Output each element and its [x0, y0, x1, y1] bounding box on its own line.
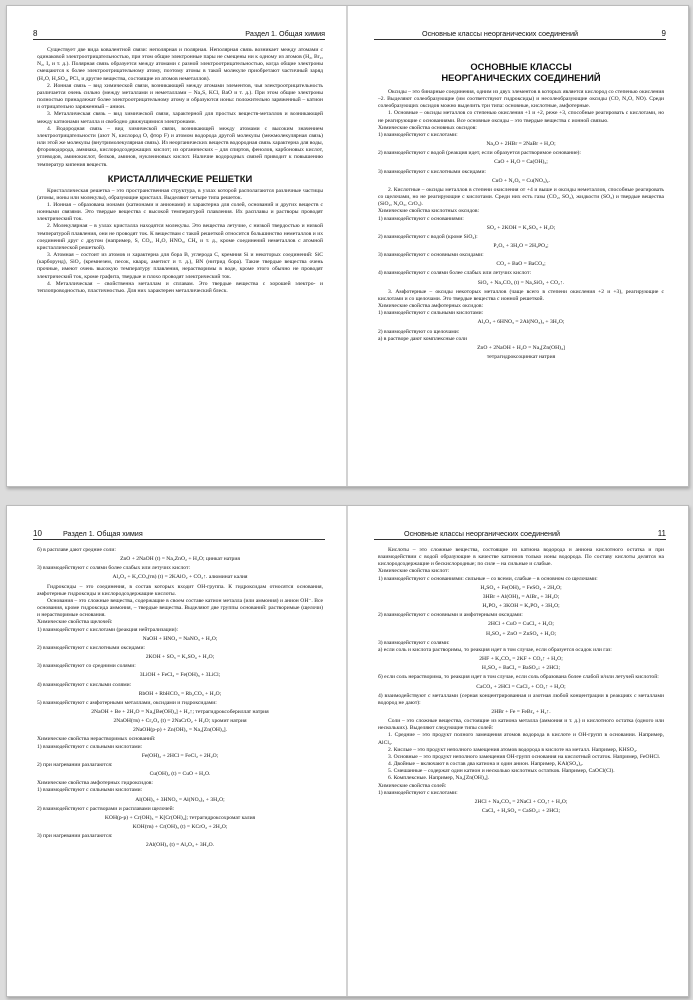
- section-heading: КРИСТАЛЛИЧЕСКИЕ РЕШЕТКИ: [107, 172, 253, 184]
- formula-line: 3LiOH + FeCl₃ = Fe(OH)₃ + 3LiCl;: [139, 672, 221, 679]
- text-line: б) если соль нерастворима, то реакция идет в том случае, если соль образована более слабой и/или летучей кислотой:: [378, 674, 659, 681]
- page-body: [378, 547, 664, 817]
- text-line: 3) взаимодействуют с основными оксидами:: [378, 252, 484, 259]
- text-line: 3) при нагревании разлагаются:: [37, 833, 113, 840]
- formula-line: H₂SO₄ + BaCl₂ = BaSO₄↓ + 2HCl;: [481, 665, 561, 672]
- text-line: Соли – это сложные вещества, состоящие из катиона металла (аммония и т. д.) и кислотного остатка (одного или нескольких). Выделяют следующие типы солей:: [378, 718, 664, 732]
- chapter-heading: [378, 61, 664, 83]
- page-8: [7, 6, 347, 486]
- formula-line: CaCl₂ + H₂SO₄ = CaSO₄↓ + 2HCl;: [481, 808, 561, 814]
- text-line: 2) взаимодействуют с водой (кроме SiO₂):: [378, 233, 478, 240]
- paragraph: 2. Ионная связь – вид химической связи, возникающей между атомами элементов, чья электроотрицательность различается очень сильно (между металлами и неметаллами – Na₂S, KCl, BaO и т. д.). При этом общие электроны полностью принадлежат более электроотрицательному атому и образуются ионы: положительно заряженный – катион и отрицательно заряженный – анион.: [37, 82, 323, 111]
- paragraph: 3. Атомная – состоит из атомов и характерна для бора B, углерода C, кремния Si и некоторых соединений: SiC (карборунд), SiO₂ (кремнезем, песок, кварц, аметист и т. д.), BN (нитрид бора). Такие твердые вещества очень прочные, имеют очень высокую температуру плавления, нерастворимы в воде, кроме этого обычно не проводят электрический ток, кроме графита, твердые и плохо проводят электрический ток.: [37, 252, 323, 280]
- formula-line: 2NaOH(тв) + Cr₂O₃ (t) = 2NaCrO₂ + H₂O; хромит натрия: [113, 718, 247, 725]
- paragraph: 4. Водородная связь – вид химической связи, возникающей между атомами с высоким значением электроотрицательности (азот N, кислород O, фтор F) и атомом водорода другой молекулы (межмолекулярная связь) или этой же молекулы (внутримолекулярная связь). Из неорганических веществ водородная связь характерна для воды, фтороводорода, аммиака, кислородсодержащих кислот; из органических – для спиртов, фенолов, карбоновых кислот, углеводов, аминокислот, белков, аминов, нуклеиновых кислот. Наличие водородных связей приводит к повышению температур кипения веществ.: [37, 125, 323, 168]
- text-line: 2) взаимодействуют с растворами и расплавами щелочей:: [37, 805, 175, 812]
- page-header: [33, 28, 325, 40]
- page-9: [348, 6, 688, 486]
- formula-line: 2Al(OH)₃ (t) = Al₂O₃ + 3H₂O.: [145, 842, 215, 849]
- formula-line: 2HCl + Na₂CO₃ = 2NaCl + CO₂↑ + H₂O;: [474, 798, 568, 805]
- formula-line: CaCO₃ + 2HCl = CaCl₂ + CO₂↑ + H₂O;: [476, 683, 566, 690]
- formula-line: H₃PO₄ + 3KOH = K₃PO₄ + 3H₂O;: [482, 603, 560, 610]
- formula-line: Na₂O + 2HBr = 2NaBr + H₂O;: [486, 141, 556, 148]
- formula-line: Cu(OH)₂ (t) = CuO + H₂O.: [149, 771, 211, 778]
- page-header: [374, 528, 666, 540]
- formula-line: SiO₂ + Na₂CO₃ (t) = Na₂SiO₃ + CO₂↑.: [477, 279, 565, 286]
- page-number: 11: [657, 529, 666, 538]
- bottom-spread: [6, 505, 689, 997]
- formula-line: Al(OH)₃ + 3HNO₃ = Al(NO₃)₃ + 3H₂O;: [135, 796, 225, 803]
- text-line: 2. Кислые – это продукт неполного замещения атомов водорода в кислоте на металл. Например, KHSO₄.: [388, 746, 638, 753]
- text-line: Химические свойства основных оксидов:: [378, 124, 477, 131]
- text-line: 1) взаимодействуют с сильными кислотами:: [37, 787, 143, 794]
- text-line: 1. Средние – это продукт полного замещения атомов водорода в кислоте и OH-групп в основании. Например, AlCl₃.: [378, 732, 664, 746]
- paragraph: 2. Молекулярная – в узлах кристалла находятся молекулы. Это вещества летучие, с низкой твердостью и низкой температурой плавления, они не проводят ток. К веществам с такой решеткой относится большинство неметаллов и их соединений друг с другом (например, S, CO₂, H₂O, HNO₃, CH₄ и т. д., кроме соединений неметаллов с атомной кристаллической решеткой).: [37, 223, 323, 251]
- running-header: Раздел 1. Общая химия: [63, 529, 143, 538]
- running-header: Основные классы неорганических соединений: [404, 529, 561, 538]
- formula-line: ZnO + 2NaOH (t) = Na₂ZnO₂ + H₂O; цинкат натрия: [120, 556, 240, 563]
- text-line: 4) взаимодействуют с солями более слабых или летучих кислот:: [378, 270, 531, 277]
- text-line: 1) взаимодействуют с основаниями: сильные – со всеми, слабые – в основном со щелочами:: [378, 575, 598, 582]
- formula-line: Al₂O₃ + K₂CO₃(тв) (t) = 2KAlO₂ + CO₂↑. алюминат калия: [112, 574, 248, 581]
- formula-line: 2KOH + SO₃ = K₂SO₄ + H₂O;: [145, 654, 215, 661]
- running-header: Основные классы неорганических соединений: [422, 29, 579, 38]
- text-line: б) в расплаве дают средние соли:: [37, 547, 116, 553]
- formula-line: 2NaOH + Be + 2H₂O = Na₂[Be(OH)₄] + H₂↑; тетрагидроксобериллат натрия: [91, 708, 269, 715]
- text-line: 3) взаимодействуют с кислотными оксидами:: [378, 168, 486, 175]
- formula-line: P₂O₅ + 3H₂O = 2H₃PO₄;: [493, 242, 549, 249]
- paragraph: 1. Ионная – образована ионами (катионами и анионами) и характерна для солей, оснований и других веществ с ионными связями. Это твердые вещества с высокой температурой плавления. Их расплавы и растворы проводят электрический ток.: [37, 201, 323, 223]
- formula-line: KOH(тв) + Cr(OH)₃ (t) = KCrO₂ + 2H₂O;: [132, 824, 228, 830]
- text-line: Химические свойства кислот:: [378, 568, 450, 575]
- text-line: Гидроксиды – это соединения, в состав которых входит OH-группа. К гидроксидам относятся основания, амфотерные гидроксиды и кислородсодержащие кислоты.: [37, 583, 323, 597]
- text-line: 1) взаимодействуют с основаниями:: [378, 215, 464, 222]
- formula-line: ZnO + 2NaOH + H₂O = Na₂[Zn(OH)₄]: [477, 344, 565, 351]
- text-line: Химические свойства амфотерных гидроксидов:: [37, 780, 153, 787]
- formula-line: H₂SO₄ + Fe(OH)₂ = FeSO₄ + 2H₂O;: [480, 584, 562, 591]
- text-line: 3. Основные – это продукт неполного замещения OH-групп основания на кислотный остаток. Например, FeOHCl.: [388, 753, 661, 760]
- formula-line: CuO + N₂O₅ = Cu(NO₃)₂.: [491, 177, 551, 184]
- chapter-heading-line2: НЕОРГАНИЧЕСКИХ СОЕДИНЕНИЙ: [441, 72, 601, 83]
- text-line: 4) взаимодействуют с кислыми солями:: [37, 681, 132, 688]
- text-line: Химические свойства нерастворимых оснований:: [37, 736, 156, 743]
- text-line: 1) взаимодействуют с сильными кислотами:: [378, 310, 484, 317]
- formula-line: CaO + H₂O = Ca(OH)₂;: [494, 159, 548, 166]
- text-line: 2) взаимодействуют с основными и амфотерными оксидами:: [378, 612, 523, 619]
- formula-line: Fe(OH)₂ + 2HCl = FeCl₂ + 2H₂O;: [141, 752, 219, 759]
- page-header: [33, 528, 325, 540]
- page-body: [378, 47, 664, 363]
- paragraph: 3. Металлическая связь – вид химической связи, характерной для простых веществ-металлов и возникающей между катионами металла и свободно движущимися электронами.: [37, 111, 323, 125]
- text-line: 1) взаимодействуют с сильными кислотами:: [37, 743, 143, 750]
- text-line: 3) взаимодействуют с солями:: [378, 639, 450, 646]
- text-line: Кислоты – это сложные вещества, состоящие из катиона водорода и аниона кислотного остатка и при взаимодействии с водой образующие в качестве катионов только ионы водорода. По составу кислоты делятся на кислородсодержащие и бескислородные; по силе – на сильные и слабые.: [378, 547, 664, 568]
- formula-line: 2NaOH(р-р) + Zn(OH)₂ = Na₂[Zn(OH)₄].: [132, 727, 228, 734]
- text-line: 1) взаимодействуют с кислотами:: [378, 131, 458, 138]
- paragraph: Существует две вида ковалентной связи: неполярная и полярная. Неполярная связь возникает между атомами с одинаковой электроотрицательностью, при этом общие электронные пары не смещены ни к одному из атомов (H₂, Br₂, N₂, I₂ и т. д.). Полярная связь образуется между атомами с разной электроотрицательностью, когда общие электроны смещаются к более электроотрицательному атому, поэтому атомы в такой молекуле приобретают частичный заряд (H₂O, H₂SO₄, PCl₅ и другие вещества, состоящие из атомов неметаллов).: [37, 47, 323, 82]
- text-line: 3) взаимодействуют со средними солями:: [37, 663, 136, 670]
- formula-line: CO₂ + BaO = BaCO₃;: [496, 261, 546, 268]
- formula-line: 2HBr + Fe = FeBr₂ + H₂↑.: [491, 708, 551, 715]
- page-number: 8: [33, 29, 38, 38]
- text-line: 4) взаимодействуют с металлами (серная концентрированная и азотная любой концентрации в реакциях с металлами водород не дают):: [378, 692, 664, 706]
- chapter-heading-line1: ОСНОВНЫЕ КЛАССЫ: [470, 61, 572, 72]
- text-line: 1) взаимодействуют с кислотами (реакция нейтрализации):: [37, 626, 179, 633]
- page-10: [7, 506, 347, 996]
- lines-container: [378, 547, 664, 815]
- text-line: Химические свойства кислотных оксидов:: [378, 208, 480, 215]
- text-line: 2) взаимодействуют с водой (реакция идет, если образуется растворимое основание):: [378, 150, 581, 157]
- text-line: 5) взаимодействуют с амфотерными металлами, оксидами и гидроксидами:: [37, 699, 217, 706]
- formula-line: KOH(р-р) + Cr(OH)₃ = K[Cr(OH)₄]; тетрагидроксохромат калия: [104, 814, 256, 821]
- text-line: Основания – это сложные вещества, содержащие в своем составе катион металла (или аммония) и анион OH⁻. Все основания, кроме гидроксида аммония, – твердые вещества. Выделяют две группы оснований: растворимые (щелочи) и нерастворимые основания.: [37, 597, 323, 619]
- page-header: [374, 28, 666, 40]
- lines-container: [378, 89, 664, 361]
- formula-line: тетрагидроксоцинкат натрия: [486, 354, 556, 360]
- text-line: Химические свойства щелочей:: [37, 619, 113, 626]
- text-line: а) если соль и кислота растворимы, то реакция идет в том случае, если образуется осадок или газ:: [378, 646, 612, 653]
- paragraph: 4. Металлическая – свойственна металлам и сплавам. Это твердые вещества с хорошей электро- и теплопроводностью, пластичностью. Для них характерен металлический блеск.: [37, 280, 323, 294]
- text-line: 2) взаимодействуют со щелочами:: [378, 328, 460, 335]
- formula-line: H₂SO₄ + ZnO = ZnSO₄ + H₂O;: [485, 630, 557, 637]
- page-number: 10: [33, 529, 42, 538]
- text-line: 4. Двойные – включают в состав два катиона и один анион. Например, KAl(SO₄)₂.: [388, 761, 584, 768]
- text-line: 2) при нагревании разлагаются:: [37, 761, 113, 768]
- running-header: Раздел 1. Общая химия: [245, 29, 325, 38]
- formula-line: NaOH + HNO₃ = NaNO₃ + H₂O;: [142, 635, 218, 642]
- text-line: 6. Комплексные. Например, Na₂[Zn(OH)₄].: [388, 775, 490, 782]
- text-line: 2. Кислотные – оксиды металлов в степени окисления от +4 и выше и оксиды неметаллов, способные реагировать со щелочами, но не реагирующие с кислотами. Среди них есть газы (CO₂, SO₂), жидкости (SO₃) и твердые вещества (SiO₂, N₂O₅, CrO₃).: [378, 186, 664, 208]
- text-line: 5. Смешанные – содержат один катион и несколько кислотных остатков. Например, CaOCl(Cl).: [388, 768, 615, 775]
- page-body: [37, 547, 323, 851]
- text-line: 3. Амфотерные – оксиды некоторых металлов (чаще всего в степени окисления +2 и +3), реагирующие с кислотами и со щелочами. Это твердые вещества с ионной решеткой.: [378, 288, 664, 302]
- text-line: 3) взаимодействуют с солями более слабых или летучих кислот:: [37, 565, 190, 572]
- page-number: 9: [661, 29, 666, 38]
- text-line: 1. Основные – оксиды металлов со степенью окисления +1 и +2, реже +3, способные реагировать с кислотами, но не реагирующие с основаниями. Все основные оксиды – это твердые вещества с ионной связью.: [378, 110, 664, 124]
- text-line: 2) взаимодействуют с кислотными оксидами:: [37, 644, 145, 651]
- text-line: Химические свойства амфотерных оксидов:: [378, 303, 484, 310]
- text-line: Химические свойства солей:: [378, 782, 447, 789]
- page-body: [37, 47, 323, 295]
- formula-line: 2HF + K₂CO₃ = 2KF + CO₂↑ + H₂O;: [479, 656, 563, 663]
- formula-line: Al₂O₃ + 6HNO₃ = 2Al(NO₃)₃ + 3H₂O;: [477, 319, 565, 326]
- formula-line: RbOH + RbHCO₃ = Rb₂CO₃ + H₂O;: [138, 690, 222, 697]
- formula-line: 2HCl + CuO = CuCl₂ + H₂O;: [488, 621, 554, 628]
- text-line: а) в растворе дают комплексные соли: [378, 335, 467, 342]
- text-line: 1) взаимодействуют с кислотами:: [378, 789, 458, 796]
- lines-container: [37, 547, 323, 849]
- formula-line: SO₂ + 2KOH = K₂SO₃ + H₂O;: [486, 224, 556, 231]
- page-11: [348, 506, 688, 996]
- top-spread: [6, 5, 689, 487]
- text-line: Оксиды – это бинарные соединения, одним из двух элементов в которых является кислород со степенью окисления –2. Выделяют солеобразующие (им соответствуют гидроксиды) и несолеобразующие оксиды (CO, N₂O, NO). Среди солеобразующих оксидов можно выделить три типа: основные, кислотные, амфотерные.: [378, 89, 664, 110]
- paragraph: Кристаллическая решетка – это пространственная структура, в узлах которой располагаются различные частицы (атомы, ионы или молекулы), образующие кристалл. Выделяют четыре типа решеток.: [37, 187, 323, 201]
- formula-line: 3HBr + Al(OH)₃ = AlBr₃ + 3H₂O;: [482, 593, 560, 600]
